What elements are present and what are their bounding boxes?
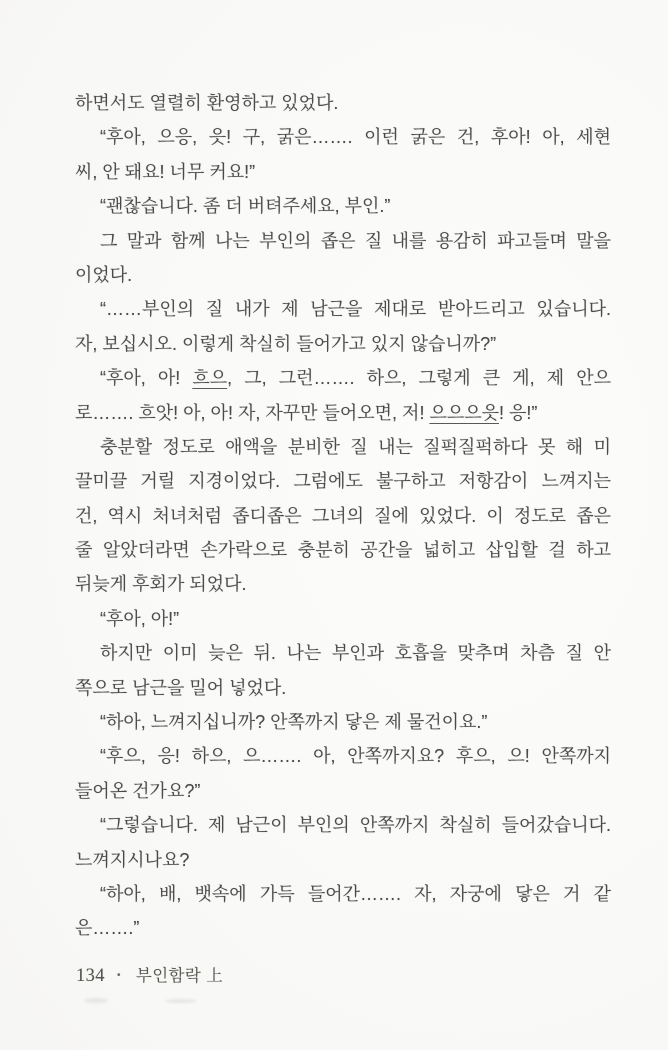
scan-smudge [165, 999, 197, 1003]
text-run: 줄 알았더라면 손가락으로 충분히 공간을 넓히고 삽입할 걸 하고 [75, 540, 611, 561]
text-run: 하지만 이미 늦은 뒤. 나는 부인과 호흡을 맞추며 차츰 질 안 [100, 643, 611, 664]
text-run: 들어온 건가요?” [75, 780, 201, 801]
text-run: “……부인의 질 내가 제 남근을 제대로 받아드리고 있습니다. [100, 299, 611, 320]
text-run: 충분할 정도로 애액을 분비한 질 내는 질퍽질퍽하다 못 해 미 [100, 436, 611, 457]
text-line [75, 671, 611, 705]
text-run: 그 말과 함께 나는 부인의 좁은 질 내를 용감히 파고들며 말을 [100, 230, 611, 251]
text-run: 하면서도 열렬히 환영하고 있었다. [75, 93, 339, 113]
text-line [75, 499, 611, 533]
text-line [75, 774, 611, 808]
text-line [75, 533, 611, 567]
page-number: 134 [76, 966, 105, 986]
text-line [75, 636, 611, 670]
text-line [75, 120, 611, 154]
text-line [75, 808, 611, 842]
text-run: 이었다. [75, 264, 133, 285]
text-line [75, 464, 611, 498]
text-run: “하아, 배, 뱃속에 가득 들어간……. 자, 자궁에 닿은 거 같 [100, 883, 611, 904]
text-line [75, 258, 611, 292]
text-line [75, 602, 611, 636]
text-run: 씨, 안 돼요! 너무 커요!” [75, 161, 256, 182]
text-line [75, 292, 611, 326]
text-run: , 그, 그런……. 하으, 그렇게 큰 게, 제 안으 [227, 368, 611, 389]
text-run: 뒤늦게 후회가 되었다. [75, 574, 247, 595]
text-line [75, 567, 611, 601]
text-run: 건, 역시 처녀처럼 좁디좁은 그녀의 질에 있었다. 이 정도로 좁은 [75, 505, 611, 526]
text-line [75, 911, 611, 945]
text-line [75, 843, 611, 877]
text-run: “후아, 으응, 읏! 구, 굵은……. 이런 굵은 건, 후아! 아, 세현 [100, 127, 611, 148]
text-run: “후아, 아! [100, 368, 193, 389]
text-run: “후아, 아!” [100, 608, 180, 629]
page-footer [76, 962, 223, 987]
text-line [75, 705, 611, 739]
scan-smudge [84, 998, 108, 1003]
text-line [75, 739, 611, 773]
text-run: 느껴지시나요? [75, 849, 190, 870]
text-run: 로……. 흐앗! 아, 아! 자, 자꾸만 들어오면, 저! [75, 402, 430, 423]
text-line [75, 430, 611, 464]
text-run: 은…….” [75, 918, 140, 939]
book-title: 부인함락 上 [135, 967, 224, 985]
text-run: “후으, 응! 하으, 으……. 아, 안쪽까지요? 후으, 으! 안쪽까지 [100, 746, 611, 767]
text-block [75, 86, 611, 946]
text-line [75, 155, 611, 189]
text-run: “하아, 느껴지십니까? 안쪽까지 닿은 제 물건이요.” [100, 712, 488, 733]
text-line [75, 189, 611, 223]
text-run: 끌미끌 거릴 지경이었다. 그럼에도 불구하고 저항감이 느껴지는 [75, 471, 611, 492]
text-run: 자, 보십시오. 이렇게 착실히 들어가고 있지 않습니까?” [75, 333, 497, 354]
text-line [75, 877, 611, 911]
text-line [75, 86, 611, 120]
text-run: “괜찮습니다. 좀 더 버텨주세요, 부인.” [100, 196, 391, 217]
text-line [75, 224, 611, 258]
underlined-text: 으으으읏 [429, 402, 500, 423]
text-run: 쪽으로 남근을 밀어 넣었다. [75, 677, 287, 698]
text-line [75, 361, 611, 395]
text-line [75, 396, 611, 430]
underlined-text: 흐으 [192, 368, 228, 389]
text-run: ! 응!” [499, 402, 538, 423]
footer-separator-dot: • [116, 970, 121, 981]
text-run: “그렇습니다. 제 남근이 부인의 안쪽까지 착실히 들어갔습니다. [100, 815, 611, 836]
text-line [75, 327, 611, 361]
